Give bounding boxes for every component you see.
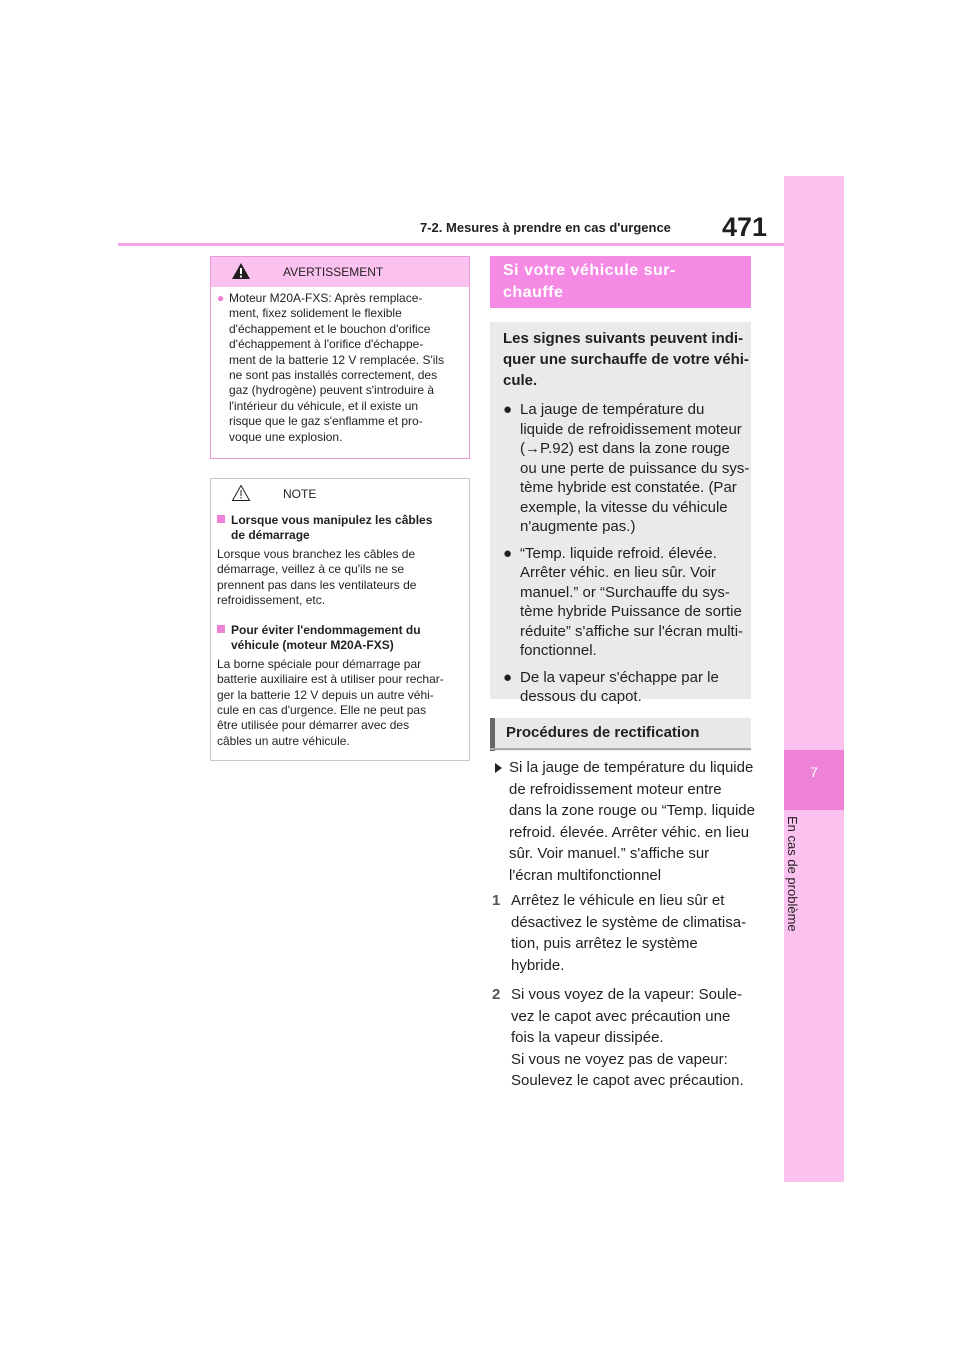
note-section-body: Lorsque vous branchez les câbles de démarrage, veillez à ce qu'ils ne se prennent pas dans les ventilateurs de refroidissement, etc. xyxy=(217,546,417,608)
bullet-dot-icon: ● xyxy=(217,291,225,305)
note-section xyxy=(217,623,467,749)
note-triangle-icon xyxy=(231,484,251,502)
procedure-condition: Si la jauge de température du liquide de refroidissement moteur entre dans la zone rouge ou “Temp. liquide refroid. élevée. Arrêter véhic. en lieu sûr. Voir manuel.” s'affiche sur l'écran multifonctionnel xyxy=(494,757,756,886)
arrow-right-icon xyxy=(494,763,503,773)
bullet-dot-icon: ● xyxy=(503,401,513,418)
chapter-title: En cas de problème xyxy=(785,816,800,932)
note-section-body: La borne spéciale pour démarrage par batterie auxiliaire est à utiliser pour rechar- ger la batterie 12 V depuis un autre véhi- cule en cas d'urgence. Elle ne peut pas être utilisée pour démarrer avec des câbles un autre véhicule. xyxy=(217,656,444,748)
sign-item: ● La jauge de température du liquide de refroidissement moteur (→P.92) est dans la zone rouge ou une perte de puissance du sys- tème hybride est constatée. (Par exemple, la vitesse du véhicule n'augmente pas.) xyxy=(503,401,750,535)
step-number: 2 xyxy=(492,986,501,1003)
procedure-step: 1 Arrêtez le véhicule en lieu sûr et désactivez le système de climatisa- tion, puis arrêtez le système hybride. xyxy=(492,892,747,974)
note-section-heading: Pour éviter l'endommagement du véhicule (moteur M20A-FXS) xyxy=(217,623,467,654)
signs-intro: Les signes suivants peuvent indi- quer une surchauffe de votre véhi- cule. xyxy=(503,330,749,389)
chapter-side-tab xyxy=(784,176,844,1182)
sign-item: ● “Temp. liquide refroid. élevée. Arrêter véhic. en lieu sûr. Voir manuel.” or “Surchauffe du sys- tème hybride Puissance de sortie réduite” s'affiche sur l'écran multi- fonctionnel. xyxy=(503,544,744,659)
note-box xyxy=(210,478,470,761)
bullet-dot-icon: ● xyxy=(503,668,513,686)
note-title: NOTE xyxy=(283,487,317,501)
header-rule xyxy=(118,243,784,246)
note-header xyxy=(211,479,469,509)
warning-triangle-icon xyxy=(231,262,251,280)
sign-item: ● De la vapeur s'échappe par le dessous du capot. xyxy=(503,668,719,705)
warning-title: AVERTISSEMENT xyxy=(283,265,384,279)
procedures-rule xyxy=(490,748,751,750)
section-header: 7-2. Mesures à prendre en cas d'urgence xyxy=(420,220,671,235)
warning-header xyxy=(211,257,469,287)
note-section xyxy=(217,513,467,608)
procedure-step: 2 Si vous voyez de la vapeur: Soule- vez le capot avec précaution une fois la vapeur dissipée. Si vous ne voyez pas de vapeur: Soulevez le capot avec précaution. xyxy=(492,986,744,1089)
chapter-number: 7 xyxy=(810,764,818,780)
bullet-dot-icon: ● xyxy=(503,544,513,562)
warning-item: ● Moteur M20A-FXS: Après remplace- ment, fixez solidement le flexible d'échappement et le bouchon d'orifice d'échappement à l'orifice d'échappe- ment de la batterie 12 V remplacée. S'ils ne sont pas installés correctement, des gaz (hydrogène) peuvent s'introduire à l'intérieur du véhicule, et il existe un risque que le gaz s'enflamme et pro- voque une explosion. xyxy=(217,291,445,444)
page-number: 471 xyxy=(722,212,768,242)
overheat-signs-panel xyxy=(490,322,751,705)
pink-square-icon xyxy=(217,625,225,633)
pink-square-icon xyxy=(217,515,225,523)
overheat-heading: Si votre véhicule sur- chauffe xyxy=(490,256,751,308)
warning-box xyxy=(210,256,470,459)
note-section-heading: Lorsque vous manipulez les câbles de démarrage xyxy=(217,513,467,544)
step-number: 1 xyxy=(492,892,501,909)
chapter-number-box xyxy=(784,750,844,810)
procedures-heading: Procédures de rectification xyxy=(490,718,751,751)
